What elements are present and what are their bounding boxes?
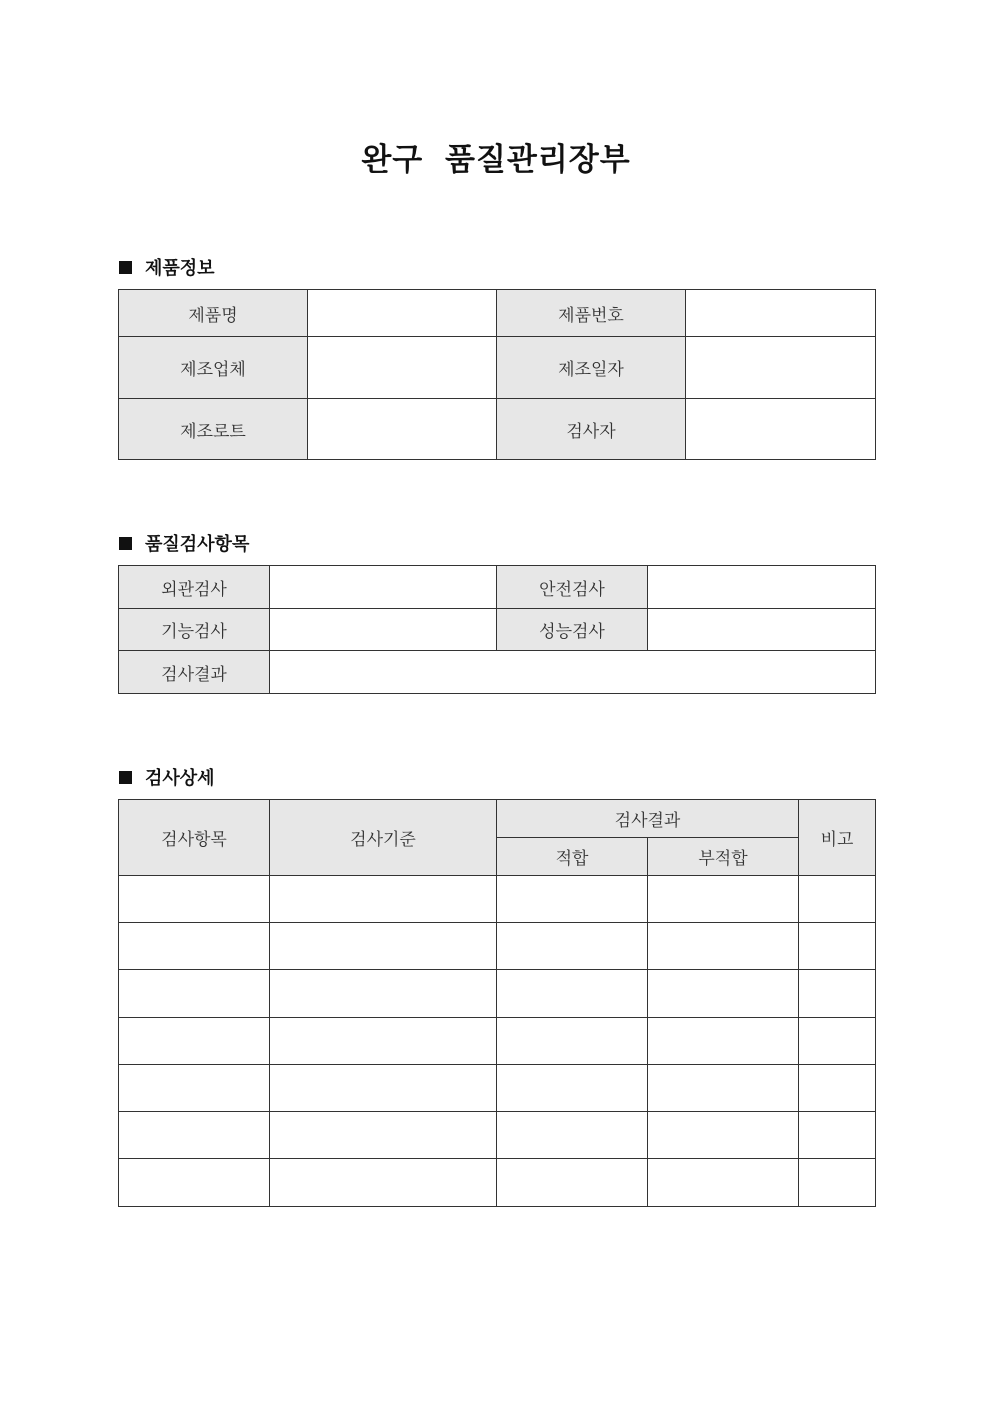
table-row — [119, 923, 876, 970]
fail-cell[interactable] — [648, 1018, 799, 1065]
manufacturer-label: 제조업체 — [119, 337, 308, 399]
pass-cell[interactable] — [497, 1159, 648, 1207]
product-number-label: 제품번호 — [497, 290, 686, 337]
quality-items-heading-label: 품질검사항목 — [145, 534, 250, 555]
header-row — [119, 800, 876, 838]
function-check-field[interactable] — [270, 609, 497, 651]
product-number-field[interactable] — [686, 290, 876, 337]
inspection-detail-heading-label: 검사상세 — [145, 768, 215, 789]
table-row — [119, 970, 876, 1018]
remarks-cell[interactable] — [799, 1065, 876, 1112]
remarks-cell[interactable] — [799, 1159, 876, 1207]
product-name-label: 제품명 — [119, 290, 308, 337]
col-header-item: 검사항목 — [119, 800, 270, 876]
fail-cell[interactable] — [648, 1065, 799, 1112]
table-row — [119, 876, 876, 923]
safety-check-label: 안전검사 — [497, 566, 648, 609]
remarks-cell[interactable] — [799, 923, 876, 970]
performance-check-field[interactable] — [648, 609, 876, 651]
fail-cell[interactable] — [648, 876, 799, 923]
table-row — [119, 290, 876, 337]
product-name-field[interactable] — [308, 290, 497, 337]
standard-cell[interactable] — [270, 1112, 497, 1159]
manufacture-lot-label: 제조로트 — [119, 399, 308, 460]
manufacture-date-field[interactable] — [686, 337, 876, 399]
remarks-cell[interactable] — [799, 1112, 876, 1159]
appearance-check-field[interactable] — [270, 566, 497, 609]
remarks-cell[interactable] — [799, 876, 876, 923]
fail-cell[interactable] — [648, 1159, 799, 1207]
table-row — [119, 1112, 876, 1159]
quality-items-heading — [119, 530, 249, 556]
inspector-label: 검사자 — [497, 399, 686, 460]
performance-check-label: 성능검사 — [497, 609, 648, 651]
standard-cell[interactable] — [270, 970, 497, 1018]
table-row — [119, 337, 876, 399]
pass-cell[interactable] — [497, 923, 648, 970]
pass-cell[interactable] — [497, 970, 648, 1018]
item-cell[interactable] — [119, 1065, 270, 1112]
pass-cell[interactable] — [497, 1112, 648, 1159]
remarks-cell[interactable] — [799, 1018, 876, 1065]
safety-check-field[interactable] — [648, 566, 876, 609]
item-cell[interactable] — [119, 1018, 270, 1065]
item-cell[interactable] — [119, 876, 270, 923]
item-cell[interactable] — [119, 923, 270, 970]
manufacturer-field[interactable] — [308, 337, 497, 399]
pass-cell[interactable] — [497, 876, 648, 923]
standard-cell[interactable] — [270, 1065, 497, 1112]
col-header-pass: 적합 — [497, 838, 648, 876]
inspection-detail-heading — [119, 764, 215, 790]
square-bullet-icon — [119, 771, 132, 784]
standard-cell[interactable] — [270, 923, 497, 970]
item-cell[interactable] — [119, 970, 270, 1018]
manufacture-lot-field[interactable] — [308, 399, 497, 460]
inspection-detail-table — [118, 799, 876, 1207]
pass-cell[interactable] — [497, 1018, 648, 1065]
table-row — [119, 609, 876, 651]
col-header-result: 검사결과 — [497, 800, 799, 838]
product-info-table — [118, 289, 876, 460]
table-row — [119, 1018, 876, 1065]
function-check-label: 기능검사 — [119, 609, 270, 651]
product-info-heading-label: 제품정보 — [145, 258, 215, 279]
table-row — [119, 566, 876, 609]
item-cell[interactable] — [119, 1159, 270, 1207]
check-result-label: 검사결과 — [119, 651, 270, 694]
standard-cell[interactable] — [270, 1159, 497, 1207]
standard-cell[interactable] — [270, 1018, 497, 1065]
table-row — [119, 1065, 876, 1112]
square-bullet-icon — [119, 261, 132, 274]
page-title: 완구 품질관리장부 — [361, 142, 631, 178]
inspector-field[interactable] — [686, 399, 876, 460]
col-header-remarks: 비고 — [799, 800, 876, 876]
table-row — [119, 399, 876, 460]
col-header-standard: 검사기준 — [270, 800, 497, 876]
col-header-fail: 부적합 — [648, 838, 799, 876]
table-row — [119, 651, 876, 694]
fail-cell[interactable] — [648, 923, 799, 970]
pass-cell[interactable] — [497, 1065, 648, 1112]
remarks-cell[interactable] — [799, 970, 876, 1018]
square-bullet-icon — [119, 537, 132, 550]
check-result-field[interactable] — [270, 651, 876, 694]
quality-items-table — [118, 565, 876, 694]
item-cell[interactable] — [119, 1112, 270, 1159]
fail-cell[interactable] — [648, 970, 799, 1018]
fail-cell[interactable] — [648, 1112, 799, 1159]
appearance-check-label: 외관검사 — [119, 566, 270, 609]
standard-cell[interactable] — [270, 876, 497, 923]
manufacture-date-label: 제조일자 — [497, 337, 686, 399]
table-row — [119, 1159, 876, 1207]
product-info-heading — [119, 254, 215, 280]
